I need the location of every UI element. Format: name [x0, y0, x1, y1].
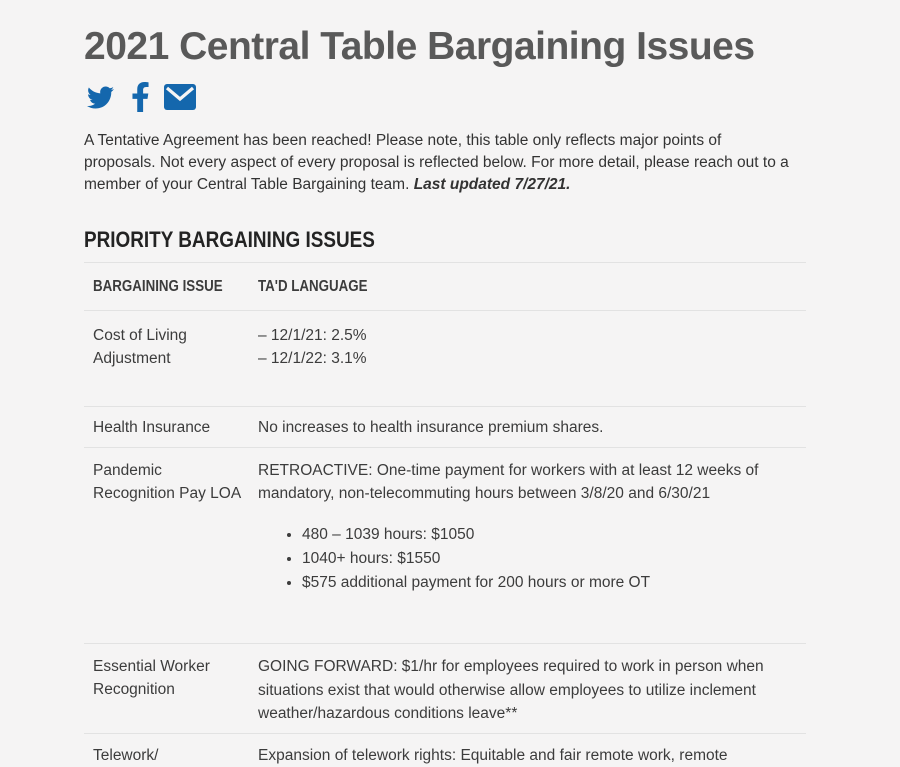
table-header-row: [84, 262, 806, 311]
email-share-button[interactable]: [164, 84, 196, 110]
issue-cell: Telework/: [93, 746, 159, 764]
section-heading-text: PRIORITY BARGAINING ISSUES: [84, 227, 375, 252]
language-cell: Expansion of telework rights: Equitable and fair remote work, remote: [258, 746, 728, 764]
bullet-item: • 1040+ hours: $1550: [302, 547, 802, 570]
language-cell: [258, 459, 806, 594]
page-container: [84, 0, 806, 767]
table-row-pandemic-recognition-pay: [84, 448, 806, 644]
page-title: 2021 Central Table Bargaining Issues: [84, 25, 755, 68]
envelope-icon: [164, 84, 196, 110]
intro-text: A Tentative Agreement has been reached! Please note, this table only reflects major points of proposals. Not every aspect of every proposal is reflected below. For more detail, please reach out to a member of your Central Table Bargaining team.: [84, 132, 789, 193]
bargaining-issues-table: [84, 262, 806, 767]
cola-line-1: – 12/1/21: 2.5%: [258, 327, 367, 344]
issue-cell: Health Insurance: [93, 419, 211, 436]
issue-cell: Essential Worker Recognition: [93, 658, 210, 698]
twitter-share-button[interactable]: [84, 84, 117, 111]
section-heading: [84, 228, 806, 252]
cola-line-2: – 12/1/22: 3.1%: [258, 350, 367, 367]
intro-paragraph: [84, 130, 790, 196]
facebook-share-button[interactable]: [131, 82, 150, 112]
last-updated-note: Last updated 7/27/21.: [413, 176, 571, 193]
twitter-icon: [84, 84, 117, 111]
table-row-telework: [84, 734, 806, 767]
language-cell: [258, 324, 806, 370]
pandemic-paragraph: RETROACTIVE: One-time payment for workers with at least 12 weeks of mandatory, non-telecommuting hours between 3/8/20 and 6/30/21: [258, 462, 759, 502]
issue-cell: Pandemic Recognition Pay LOA: [93, 462, 242, 502]
issue-cell: Cost of Living Adjustment: [93, 327, 187, 367]
table-row-essential-worker-recognition: [84, 644, 806, 734]
language-cell: GOING FORWARD: $1/hr for employees required to work in person when situations exist that would otherwise allow employees to utilize inclement weather/hazardous conditions leave**: [258, 658, 764, 722]
table-row-cost-of-living: [84, 311, 806, 407]
bullet-item: • $575 additional payment for 200 hours or more OT: [302, 571, 802, 594]
column-header-bargaining-issue: BARGAINING ISSUE: [93, 278, 223, 295]
social-share-bar: [84, 82, 806, 112]
language-cell: No increases to health insurance premium shares.: [258, 419, 604, 436]
pandemic-bullet-list: [258, 523, 802, 594]
column-header-tad-language: TA'D LANGUAGE: [258, 278, 368, 295]
bullet-item: • 480 – 1039 hours: $1050: [302, 523, 802, 546]
table-row-health-insurance: [84, 407, 806, 448]
facebook-icon: [131, 82, 150, 112]
